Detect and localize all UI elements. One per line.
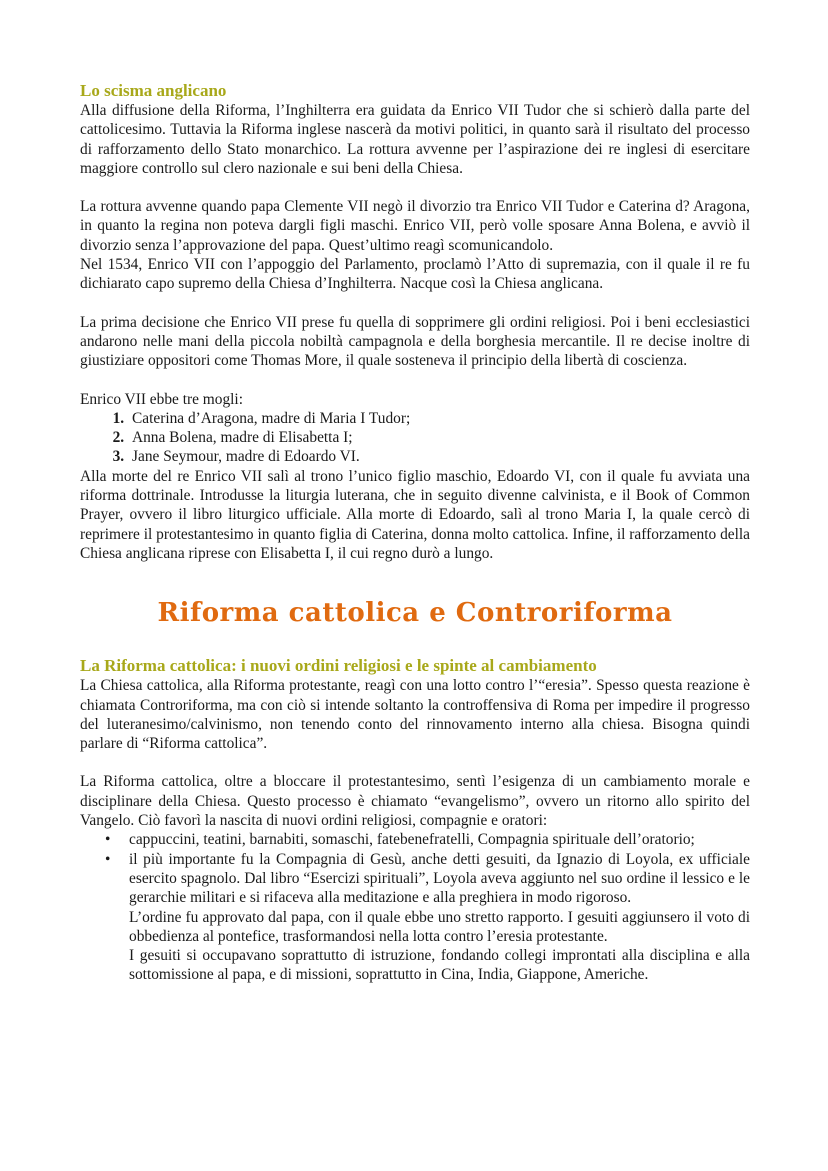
list-item: 2. Anna Bolena, madre di Elisabetta I; <box>128 428 750 447</box>
list-item: • il più importante fu la Compagnia di Gesù, anche detti gesuiti, da Ignazio di Loyola, ex ufficiale esercito spagnolo. Dal libro “Esercizi spirituali”, Loyola aveva aggiunto nel suo ordine il lessico e le gerarchie militari e si rifaceva alla meditazione e alla preghiera in modo rigoroso. L’ordine fu approvato dal papa, con il quale ebbe uno stretto rapporto. I gesuiti aggiunsero il voto di obbedienza al pontefice, trasformandosi nella lotta contro l’eresia protestante. I gesuiti si occupavano soprattutto di istruzione, fondando collegi improntati alla disciplina e alla sottomissione al papa, e di missioni, soprattutto in Cina, India, Giappone, Americhe. <box>105 850 750 984</box>
paragraph: La Riforma cattolica, oltre a bloccare il protestantesimo, sentì l’esigenza di un cambiamento morale e disciplinare della Chiesa. Questo processo è chiamato “evangelismo”, ovvero un ritorno allo spirito del Vangelo. Ciò favorì la nascita di nuovi ordini religiosi, compagnie e oratori: <box>80 773 750 830</box>
orders-list <box>80 830 750 984</box>
paragraph: La Chiesa cattolica, alla Riforma protestante, reagì con una lotto contro l’“eresia”. Spesso questa reazione è chiamata Controriforma, ma con ciò si intende soltanto la controffensiva di Roma per impedire il progresso del luteranesimo/calvinismo, non tenendo conto del rinnovamento interno alla chiesa. Bisogna quindi parlare di “Riforma cattolica”. <box>80 677 750 753</box>
list-item: • cappuccini, teatini, barnabiti, somaschi, fatebenefratelli, Compagnia spirituale dell’oratorio; <box>105 831 695 849</box>
paragraph: Alla morte del re Enrico VII salì al trono l’unico figlio maschio, Edoardo VI, con il quale fu avviata una riforma dottrinale. Introdusse la liturgia luterana, che in seguito divenne calvinista, e il Book of Common Prayer, ovvero il libro liturgico ufficiale. Alla morte di Edoardo, salì al trono Maria I, la quale cercò di reprimere il protestantesimo in quanto figlia di Caterina, donna molto cattolica. Infine, il rafforzamento della Chiesa anglicana riprese con Elisabetta I, il cui regno durò a lungo. <box>80 467 750 562</box>
page-title: Riforma cattolica e Controriforma <box>157 598 673 629</box>
list-item: 1. Caterina d’Aragona, madre di Maria I Tudor; <box>128 409 750 428</box>
wives-intro: Enrico VII ebbe tre mogli: <box>80 390 243 408</box>
section-heading-riforma: La Riforma cattolica: i nuovi ordini religiosi e le spinte al cambiamento <box>80 656 597 676</box>
paragraph: Nel 1534, Enrico VII con l’appoggio del Parlamento, proclamò l’Atto di supremazia, con il quale il re fu dichiarato capo supremo della Chiesa d’Inghilterra. Nacque così la Chiesa anglicana. <box>80 256 750 293</box>
paragraph: La rottura avvenne quando papa Clemente VII negò il divorzio tra Enrico VII Tudor e Caterina d? Aragona, in quanto la regina non poteva dargli figli maschi. Enrico VII, però volle sposare Anna Bolena, e avviò il divorzio senza l’approvazione del papa. Quest’ultimo reagì scomunicandolo. <box>80 198 750 254</box>
list-item: 3. Jane Seymour, madre di Edoardo VI. <box>128 447 750 466</box>
paragraph: Alla diffusione della Riforma, l’Inghilterra era guidata da Enrico VII Tudor che si schierò dalla parte del cattolicesimo. Tuttavia la Riforma inglese nascerà da motivi politici, in quanto sarà il risultato del processo di rafforzamento dello Stato monarchico. La rottura avvenne per l’aspirazione dei re inglesi di esercitare maggiore controllo sul clero nazionale e sui beni della Chiesa. <box>80 102 750 177</box>
section-heading-scisma: Lo scisma anglicano <box>80 81 227 100</box>
bullet-icon: • <box>105 850 111 868</box>
bullet-icon: • <box>105 831 111 849</box>
wives-list <box>80 409 750 467</box>
paragraph: La prima decisione che Enrico VII prese fu quella di sopprimere gli ordini religiosi. Poi i beni ecclesiastici andarono nelle mani della piccola nobiltà campagnola e della borghesia mercantile. Il re decise inoltre di giustiziare oppositori come Thomas More, il quale sosteneva il principio della libertà di coscienza. <box>80 313 750 370</box>
